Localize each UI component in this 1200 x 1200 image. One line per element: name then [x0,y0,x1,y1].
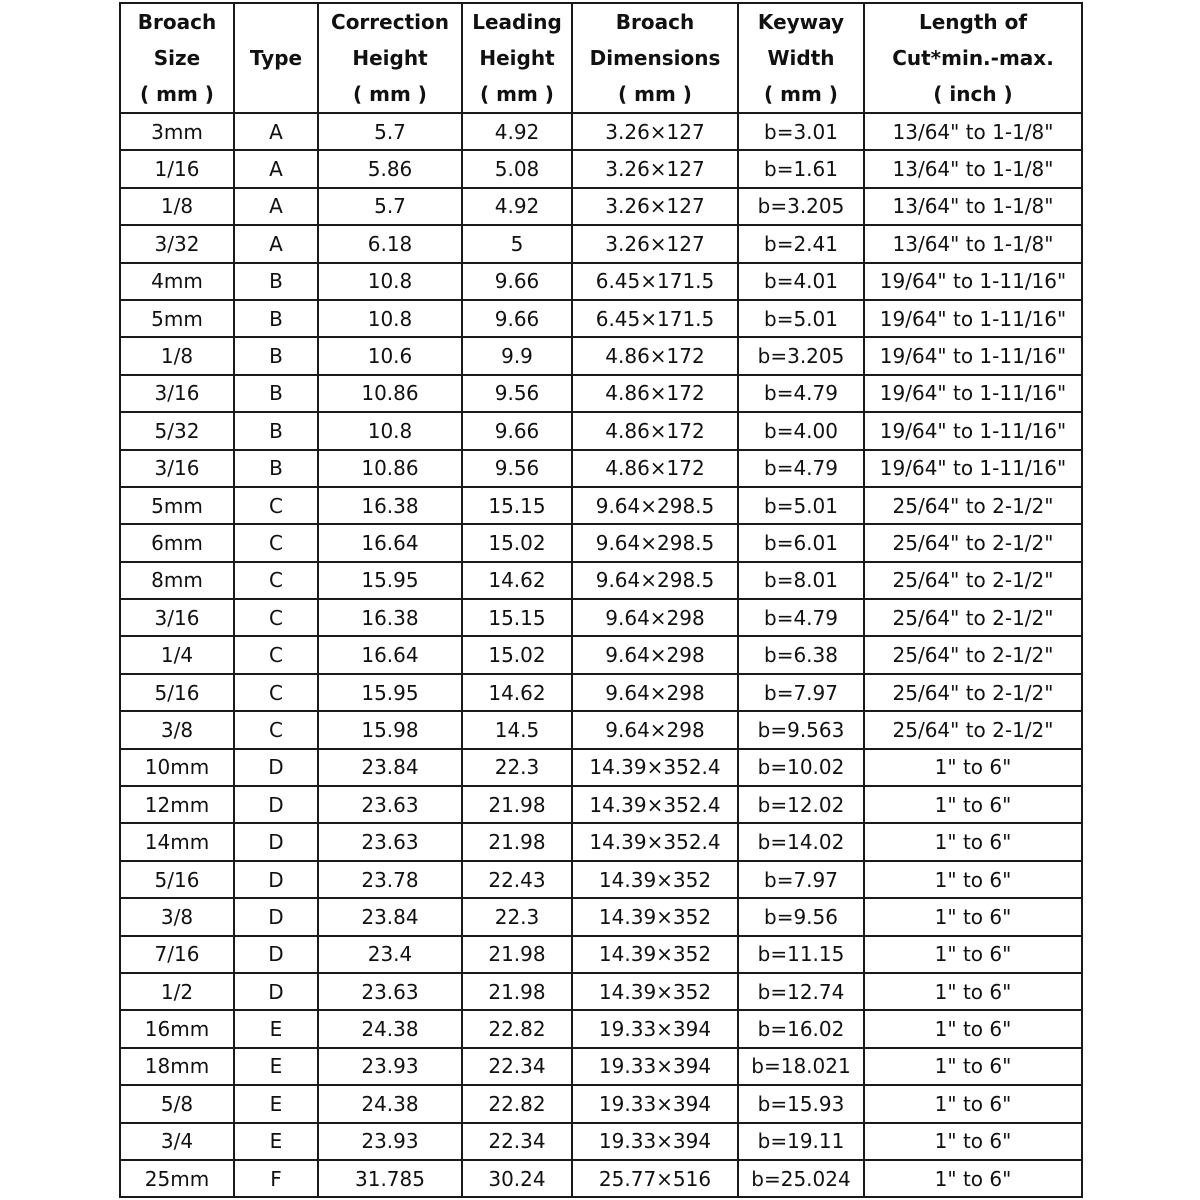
broach-spec-table [119,2,1083,1198]
cell-broach-size: 5mm [120,487,234,524]
column-header-line: ( mm ) [480,82,554,106]
cell-leading-height: 15.02 [462,524,572,561]
cell-length-of-cut: 25/64" to 2-1/2" [864,674,1082,711]
cell-correction-height: 24.38 [318,1010,462,1047]
cell-broach-size: 3/32 [120,225,234,262]
cell-leading-height: 4.92 [462,188,572,225]
cell-broach-dimensions: 14.39×352 [572,973,738,1010]
cell-broach-size: 6mm [120,524,234,561]
column-header-line: ( mm ) [353,82,427,106]
cell-broach-dimensions: 9.64×298 [572,599,738,636]
table-row [120,599,1082,636]
cell-type: D [234,973,318,1010]
table-row [120,1085,1082,1122]
cell-keyway-width: b=8.01 [738,562,864,599]
cell-type: A [234,225,318,262]
cell-leading-height: 22.82 [462,1085,572,1122]
table-row [120,375,1082,412]
cell-keyway-width: b=11.15 [738,936,864,973]
cell-length-of-cut: 1" to 6" [864,1085,1082,1122]
cell-leading-height: 21.98 [462,786,572,823]
table-row [120,225,1082,262]
cell-length-of-cut: 1" to 6" [864,936,1082,973]
cell-length-of-cut: 25/64" to 2-1/2" [864,524,1082,561]
cell-correction-height: 5.86 [318,150,462,187]
cell-length-of-cut: 25/64" to 2-1/2" [864,711,1082,748]
cell-leading-height: 9.66 [462,263,572,300]
column-header-line: Type [249,46,303,70]
cell-correction-height: 23.93 [318,1048,462,1085]
cell-broach-size: 7/16 [120,936,234,973]
cell-correction-height: 10.8 [318,412,462,449]
cell-broach-dimensions: 4.86×172 [572,337,738,374]
cell-length-of-cut: 13/64" to 1-1/8" [864,150,1082,187]
cell-keyway-width: b=7.97 [738,674,864,711]
cell-leading-height: 21.98 [462,823,572,860]
column-header-line: Height [479,46,555,70]
table-row [120,300,1082,337]
cell-broach-size: 5/8 [120,1085,234,1122]
cell-correction-height: 23.63 [318,823,462,860]
table-row [120,936,1082,973]
cell-correction-height: 24.38 [318,1085,462,1122]
cell-keyway-width: b=25.024 [738,1160,864,1197]
cell-keyway-width: b=6.01 [738,524,864,561]
cell-length-of-cut: 1" to 6" [864,1010,1082,1047]
cell-type: E [234,1123,318,1160]
cell-correction-height: 23.63 [318,973,462,1010]
table-row [120,973,1082,1010]
cell-broach-size: 1/4 [120,636,234,673]
header-broach-dimensions [572,3,738,113]
cell-broach-size: 3/8 [120,898,234,935]
cell-broach-size: 5/16 [120,861,234,898]
cell-type: C [234,674,318,711]
cell-broach-dimensions: 14.39×352.4 [572,823,738,860]
cell-broach-dimensions: 14.39×352.4 [572,749,738,786]
cell-type: D [234,936,318,973]
cell-broach-dimensions: 6.45×171.5 [572,263,738,300]
cell-keyway-width: b=4.00 [738,412,864,449]
table-row [120,786,1082,823]
cell-leading-height: 22.82 [462,1010,572,1047]
cell-broach-dimensions: 6.45×171.5 [572,300,738,337]
cell-leading-height: 15.02 [462,636,572,673]
cell-correction-height: 16.64 [318,636,462,673]
table-row [120,412,1082,449]
cell-keyway-width: b=3.205 [738,188,864,225]
cell-correction-height: 10.6 [318,337,462,374]
cell-correction-height: 15.95 [318,562,462,599]
cell-length-of-cut: 1" to 6" [864,786,1082,823]
cell-length-of-cut: 25/64" to 2-1/2" [864,487,1082,524]
cell-broach-dimensions: 9.64×298 [572,636,738,673]
cell-type: B [234,412,318,449]
cell-broach-dimensions: 9.64×298 [572,711,738,748]
cell-broach-size: 3/4 [120,1123,234,1160]
header-correction-height [318,3,462,113]
table-row [120,150,1082,187]
cell-correction-height: 15.95 [318,674,462,711]
header-type [234,3,318,113]
table-row [120,861,1082,898]
cell-length-of-cut: 25/64" to 2-1/2" [864,636,1082,673]
cell-type: D [234,823,318,860]
cell-broach-dimensions: 3.26×127 [572,113,738,150]
cell-correction-height: 23.84 [318,898,462,935]
cell-keyway-width: b=18.021 [738,1048,864,1085]
cell-correction-height: 16.38 [318,599,462,636]
table-row [120,188,1082,225]
cell-length-of-cut: 19/64" to 1-11/16" [864,375,1082,412]
cell-leading-height: 14.5 [462,711,572,748]
cell-broach-size: 1/16 [120,150,234,187]
cell-length-of-cut: 13/64" to 1-1/8" [864,113,1082,150]
cell-correction-height: 6.18 [318,225,462,262]
cell-length-of-cut: 1" to 6" [864,898,1082,935]
cell-leading-height: 9.56 [462,375,572,412]
cell-broach-dimensions: 4.86×172 [572,412,738,449]
cell-broach-size: 5mm [120,300,234,337]
cell-broach-dimensions: 19.33×394 [572,1010,738,1047]
cell-broach-size: 8mm [120,562,234,599]
cell-type: E [234,1048,318,1085]
cell-broach-dimensions: 4.86×172 [572,375,738,412]
broach-spec-table-container [119,2,1081,1198]
table-row [120,636,1082,673]
cell-broach-size: 5/32 [120,412,234,449]
header-keyway-width [738,3,864,113]
cell-correction-height: 16.38 [318,487,462,524]
table-row [120,562,1082,599]
cell-length-of-cut: 1" to 6" [864,973,1082,1010]
cell-broach-size: 12mm [120,786,234,823]
cell-broach-size: 25mm [120,1160,234,1197]
cell-broach-size: 16mm [120,1010,234,1047]
header-broach-size [120,3,234,113]
cell-broach-size: 1/8 [120,337,234,374]
column-header-line: Size [153,46,201,70]
cell-broach-size: 3/16 [120,450,234,487]
column-header-line: Keyway [757,10,845,34]
cell-leading-height: 30.24 [462,1160,572,1197]
column-header-line: Dimensions [589,46,721,70]
table-row [120,113,1082,150]
cell-keyway-width: b=6.38 [738,636,864,673]
cell-type: F [234,1160,318,1197]
column-header-line: Correction [331,10,449,34]
cell-keyway-width: b=2.41 [738,225,864,262]
cell-type: C [234,562,318,599]
column-header-line: ( inch ) [933,82,1013,106]
cell-keyway-width: b=14.02 [738,823,864,860]
cell-keyway-width: b=4.79 [738,450,864,487]
cell-type: C [234,599,318,636]
header-leading-height [462,3,572,113]
cell-length-of-cut: 19/64" to 1-11/16" [864,263,1082,300]
cell-length-of-cut: 1" to 6" [864,1048,1082,1085]
cell-keyway-width: b=4.01 [738,263,864,300]
cell-leading-height: 21.98 [462,936,572,973]
cell-correction-height: 5.7 [318,113,462,150]
cell-keyway-width: b=16.02 [738,1010,864,1047]
cell-type: D [234,861,318,898]
cell-type: B [234,263,318,300]
cell-leading-height: 5 [462,225,572,262]
cell-correction-height: 16.64 [318,524,462,561]
cell-type: A [234,150,318,187]
cell-type: E [234,1010,318,1047]
cell-leading-height: 22.34 [462,1123,572,1160]
cell-keyway-width: b=4.79 [738,375,864,412]
column-header-line: Height [352,46,428,70]
cell-leading-height: 15.15 [462,599,572,636]
cell-broach-size: 4mm [120,263,234,300]
table-row [120,1010,1082,1047]
cell-length-of-cut: 19/64" to 1-11/16" [864,412,1082,449]
cell-correction-height: 10.8 [318,300,462,337]
cell-broach-size: 3/16 [120,599,234,636]
cell-broach-dimensions: 4.86×172 [572,450,738,487]
cell-correction-height: 23.78 [318,861,462,898]
cell-leading-height: 22.3 [462,749,572,786]
cell-keyway-width: b=12.74 [738,973,864,1010]
cell-keyway-width: b=12.02 [738,786,864,823]
cell-broach-size: 3mm [120,113,234,150]
cell-type: B [234,450,318,487]
table-row [120,1048,1082,1085]
table-row [120,263,1082,300]
cell-length-of-cut: 19/64" to 1-11/16" [864,300,1082,337]
cell-leading-height: 5.08 [462,150,572,187]
cell-keyway-width: b=9.563 [738,711,864,748]
table-row [120,450,1082,487]
cell-type: B [234,300,318,337]
table-body [120,113,1082,1197]
column-header-line: Broach [615,10,695,34]
cell-type: E [234,1085,318,1122]
cell-correction-height: 23.84 [318,749,462,786]
cell-broach-size: 5/16 [120,674,234,711]
cell-type: C [234,711,318,748]
table-row [120,674,1082,711]
cell-leading-height: 9.66 [462,412,572,449]
cell-keyway-width: b=19.11 [738,1123,864,1160]
cell-type: B [234,375,318,412]
cell-length-of-cut: 1" to 6" [864,749,1082,786]
cell-keyway-width: b=5.01 [738,300,864,337]
cell-broach-size: 1/8 [120,188,234,225]
cell-broach-size: 3/16 [120,375,234,412]
cell-broach-dimensions: 9.64×298.5 [572,524,738,561]
cell-length-of-cut: 19/64" to 1-11/16" [864,337,1082,374]
cell-length-of-cut: 13/64" to 1-1/8" [864,188,1082,225]
cell-broach-dimensions: 3.26×127 [572,150,738,187]
cell-length-of-cut: 1" to 6" [864,1123,1082,1160]
cell-correction-height: 23.4 [318,936,462,973]
column-header-line: Width [767,46,835,70]
cell-keyway-width: b=3.205 [738,337,864,374]
cell-type: C [234,636,318,673]
table-header [120,3,1082,113]
cell-length-of-cut: 13/64" to 1-1/8" [864,225,1082,262]
cell-leading-height: 4.92 [462,113,572,150]
cell-type: C [234,524,318,561]
cell-broach-dimensions: 3.26×127 [572,225,738,262]
cell-broach-dimensions: 25.77×516 [572,1160,738,1197]
cell-leading-height: 9.56 [462,450,572,487]
cell-keyway-width: b=4.79 [738,599,864,636]
cell-type: A [234,113,318,150]
table-row [120,1160,1082,1197]
header-length-of-cut [864,3,1082,113]
table-row [120,1123,1082,1160]
cell-broach-dimensions: 19.33×394 [572,1085,738,1122]
cell-correction-height: 31.785 [318,1160,462,1197]
cell-keyway-width: b=1.61 [738,150,864,187]
cell-broach-dimensions: 9.64×298 [572,674,738,711]
table-row [120,337,1082,374]
cell-leading-height: 22.34 [462,1048,572,1085]
cell-broach-size: 18mm [120,1048,234,1085]
cell-broach-size: 10mm [120,749,234,786]
cell-leading-height: 9.9 [462,337,572,374]
cell-leading-height: 14.62 [462,674,572,711]
cell-broach-dimensions: 14.39×352.4 [572,786,738,823]
cell-leading-height: 22.3 [462,898,572,935]
table-row [120,749,1082,786]
cell-type: C [234,487,318,524]
cell-length-of-cut: 19/64" to 1-11/16" [864,450,1082,487]
cell-keyway-width: b=9.56 [738,898,864,935]
cell-broach-dimensions: 14.39×352 [572,936,738,973]
cell-correction-height: 23.93 [318,1123,462,1160]
column-header-line: Cut*min.-max. [892,46,1054,70]
cell-length-of-cut: 25/64" to 2-1/2" [864,562,1082,599]
cell-broach-dimensions: 19.33×394 [572,1123,738,1160]
table-row [120,711,1082,748]
cell-length-of-cut: 1" to 6" [864,861,1082,898]
cell-broach-dimensions: 9.64×298.5 [572,562,738,599]
cell-keyway-width: b=15.93 [738,1085,864,1122]
cell-leading-height: 15.15 [462,487,572,524]
cell-broach-size: 1/2 [120,973,234,1010]
header-row [120,3,1082,113]
cell-broach-dimensions: 9.64×298.5 [572,487,738,524]
cell-broach-dimensions: 3.26×127 [572,188,738,225]
cell-leading-height: 22.43 [462,861,572,898]
cell-keyway-width: b=5.01 [738,487,864,524]
cell-keyway-width: b=10.02 [738,749,864,786]
cell-broach-dimensions: 19.33×394 [572,1048,738,1085]
table-row [120,487,1082,524]
cell-keyway-width: b=7.97 [738,861,864,898]
table-row [120,898,1082,935]
table-row [120,823,1082,860]
column-header-line: ( mm ) [764,82,838,106]
cell-type: A [234,188,318,225]
cell-broach-dimensions: 14.39×352 [572,898,738,935]
cell-leading-height: 9.66 [462,300,572,337]
cell-correction-height: 15.98 [318,711,462,748]
cell-correction-height: 10.86 [318,375,462,412]
cell-type: D [234,898,318,935]
cell-length-of-cut: 1" to 6" [864,1160,1082,1197]
cell-broach-size: 3/8 [120,711,234,748]
cell-broach-dimensions: 14.39×352 [572,861,738,898]
cell-keyway-width: b=3.01 [738,113,864,150]
cell-leading-height: 21.98 [462,973,572,1010]
cell-length-of-cut: 1" to 6" [864,823,1082,860]
cell-correction-height: 10.86 [318,450,462,487]
column-header-line: Length of [918,10,1028,34]
cell-correction-height: 23.63 [318,786,462,823]
cell-correction-height: 10.8 [318,263,462,300]
cell-leading-height: 14.62 [462,562,572,599]
column-header-line: ( mm ) [140,82,214,106]
column-header-line: Broach [137,10,217,34]
cell-type: D [234,786,318,823]
column-header-line: ( mm ) [618,82,692,106]
cell-type: B [234,337,318,374]
column-header-line: Leading [472,10,562,34]
table-row [120,524,1082,561]
cell-correction-height: 5.7 [318,188,462,225]
cell-broach-size: 14mm [120,823,234,860]
cell-length-of-cut: 25/64" to 2-1/2" [864,599,1082,636]
cell-type: D [234,749,318,786]
